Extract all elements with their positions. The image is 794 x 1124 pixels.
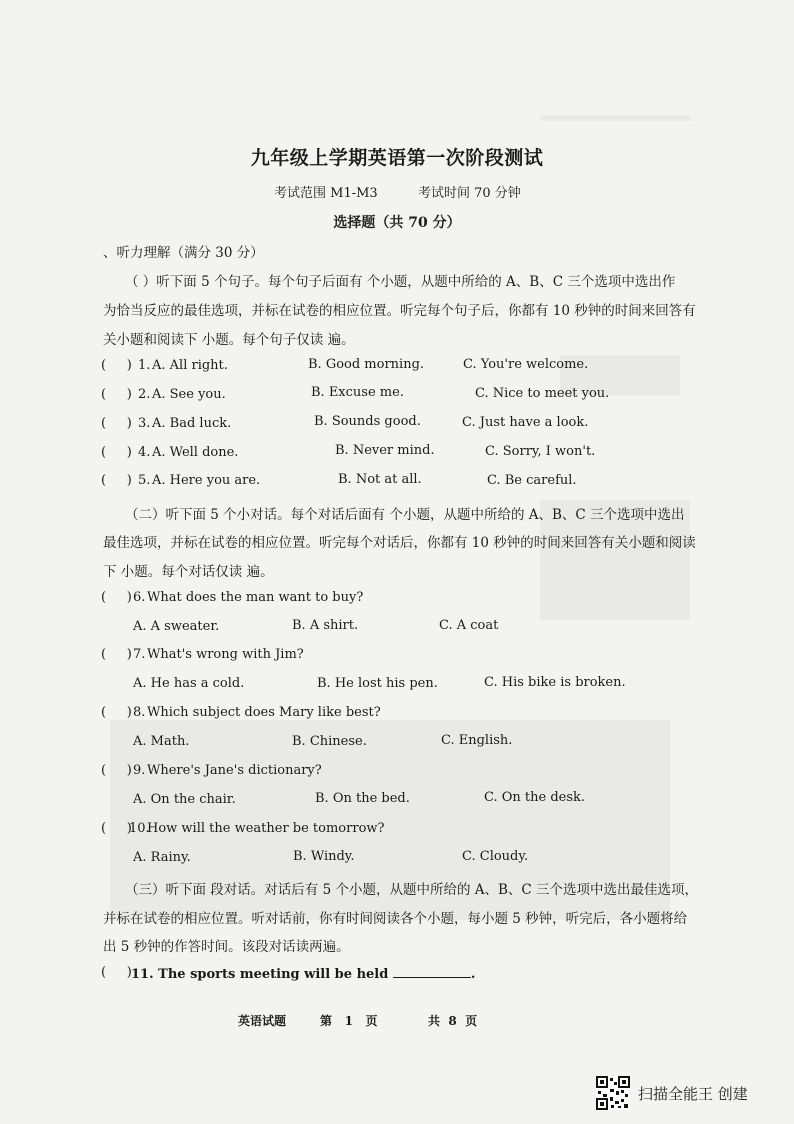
- question-number: 7.: [133, 647, 146, 662]
- question-number: 9.: [133, 763, 146, 778]
- answer-blank[interactable]: [393, 965, 471, 978]
- question-stem: Which subject does Mary like best?: [147, 705, 381, 720]
- answer-bracket[interactable]: ( ): [101, 965, 132, 980]
- answer-bracket[interactable]: ( ): [101, 387, 132, 402]
- footer-total: 共 8 页: [428, 1014, 478, 1028]
- option-b: B. On the bed.: [315, 791, 410, 806]
- answer-bracket[interactable]: ( ): [101, 416, 132, 431]
- question-number: 5.: [138, 473, 151, 488]
- option-c: C. English.: [441, 733, 513, 748]
- option-a: A. See you.: [152, 387, 226, 402]
- option-b: B. He lost his pen.: [317, 676, 438, 691]
- sub1-instruction-line3: 关小题和阅读下 小题。每个句子仅读 遍。: [103, 332, 355, 348]
- question-stem: What's wrong with Jim?: [147, 647, 304, 662]
- option-a: A. Math.: [133, 734, 190, 749]
- question-number: 1.: [138, 358, 151, 373]
- option-a: A. Well done.: [152, 445, 239, 460]
- sub1-instruction-line1: （ ）听下面 5 个句子。每个句子后面有 个小题，从题中所给的 A、B、C 三个选项中选出作: [125, 274, 676, 290]
- option-b: B. A shirt.: [292, 618, 359, 633]
- question-stem: Where's Jane's dictionary?: [147, 763, 322, 778]
- footer-page: 第 1 页: [320, 1014, 378, 1028]
- answer-bracket[interactable]: ( ): [101, 358, 132, 373]
- question-number: 6.: [133, 590, 146, 605]
- option-b: B. Chinese.: [292, 734, 367, 749]
- sub3-instruction-line1: （三）听下面 段对话。对话后有 5 个小题，从题中所给的 A、B、C 三个选项中选出最佳选项，: [125, 882, 699, 898]
- sub1-instruction-line2: 为恰当反应的最佳选项，并标在试卷的相应位置。听完每个句子后，你都有 10 秒钟的时间来回答有: [103, 303, 696, 319]
- section-heading: 选择题（共 70 分）: [333, 215, 461, 231]
- question-stem: 11. The sports meeting will be held .: [131, 967, 476, 982]
- option-a: A. He has a cold.: [133, 676, 245, 691]
- answer-bracket[interactable]: ( ): [101, 473, 132, 488]
- question-stem: What does the man want to buy?: [147, 590, 364, 605]
- answer-bracket[interactable]: ( ): [101, 763, 132, 778]
- answer-bracket[interactable]: ( ): [101, 705, 132, 720]
- sub2-instruction-line2: 最佳选项，并标在试卷的相应位置。听完每个对话后，你都有 10 秒钟的时间来回答有关小题和阅读: [103, 535, 696, 551]
- answer-bracket[interactable]: ( ): [101, 590, 132, 605]
- option-a: A. Bad luck.: [152, 416, 232, 431]
- answer-bracket[interactable]: ( ): [101, 647, 132, 662]
- option-c: C. A coat: [439, 618, 499, 633]
- option-c: C. Just have a look.: [462, 415, 589, 430]
- answer-bracket[interactable]: ( ): [101, 821, 132, 836]
- question-stem: How will the weather be tomorrow?: [147, 821, 385, 836]
- option-a: A. All right.: [152, 358, 228, 373]
- qr-code-icon: [596, 1076, 630, 1110]
- option-b: B. Never mind.: [335, 443, 435, 458]
- question-number: 3.: [138, 416, 151, 431]
- option-a: A. On the chair.: [133, 792, 236, 807]
- option-c: C. Be careful.: [487, 473, 577, 488]
- option-c: C. You're welcome.: [463, 357, 589, 372]
- option-a: A. Here you are.: [152, 473, 261, 488]
- exam-title: 九年级上学期英语第一次阶段测试: [250, 147, 544, 169]
- exam-scope: 考试范围 M1-M3: [274, 186, 378, 201]
- option-b: B. Good morning.: [308, 357, 425, 372]
- sub3-instruction-line2: 并标在试卷的相应位置。听对话前，你有时间阅读各个小题，每小题 5 秒钟，听完后，各小题将给: [103, 911, 688, 927]
- footer-subject: 英语试题: [238, 1014, 287, 1028]
- option-b: B. Excuse me.: [311, 385, 404, 400]
- option-c: C. His bike is broken.: [484, 675, 626, 690]
- sub2-instruction-line1: （二）听下面 5 个小对话。每个对话后面有 个小题，从题中所给的 A、B、C 三个选项中选出: [125, 507, 685, 523]
- option-c: C. Nice to meet you.: [475, 386, 610, 401]
- sub3-instruction-line3: 出 5 秒钟的作答时间。该段对话读两遍。: [103, 939, 350, 955]
- scanner-watermark: 扫描全能王 创建: [638, 1085, 748, 1103]
- option-c: C. Sorry, I won't.: [485, 444, 596, 459]
- option-b: B. Windy.: [293, 849, 355, 864]
- question-number: 2.: [138, 387, 151, 402]
- exam-time: 考试时间 70 分钟: [418, 186, 521, 201]
- answer-bracket[interactable]: ( ): [101, 445, 132, 460]
- option-b: B. Sounds good.: [314, 414, 421, 429]
- option-a: A. Rainy.: [133, 850, 191, 865]
- question-number: 4.: [138, 445, 151, 460]
- sub2-instruction-line3: 下 小题。每个对话仅读 遍。: [103, 564, 274, 580]
- part-heading: 、听力理解（满分 30 分）: [103, 245, 264, 261]
- option-c: C. On the desk.: [484, 790, 586, 805]
- bleed-mark: [540, 115, 690, 121]
- option-c: C. Cloudy.: [462, 849, 529, 864]
- question-number: 8.: [133, 705, 146, 720]
- question-number: 10.: [129, 821, 150, 836]
- option-b: B. Not at all.: [338, 472, 422, 487]
- option-a: A. A sweater.: [133, 619, 220, 634]
